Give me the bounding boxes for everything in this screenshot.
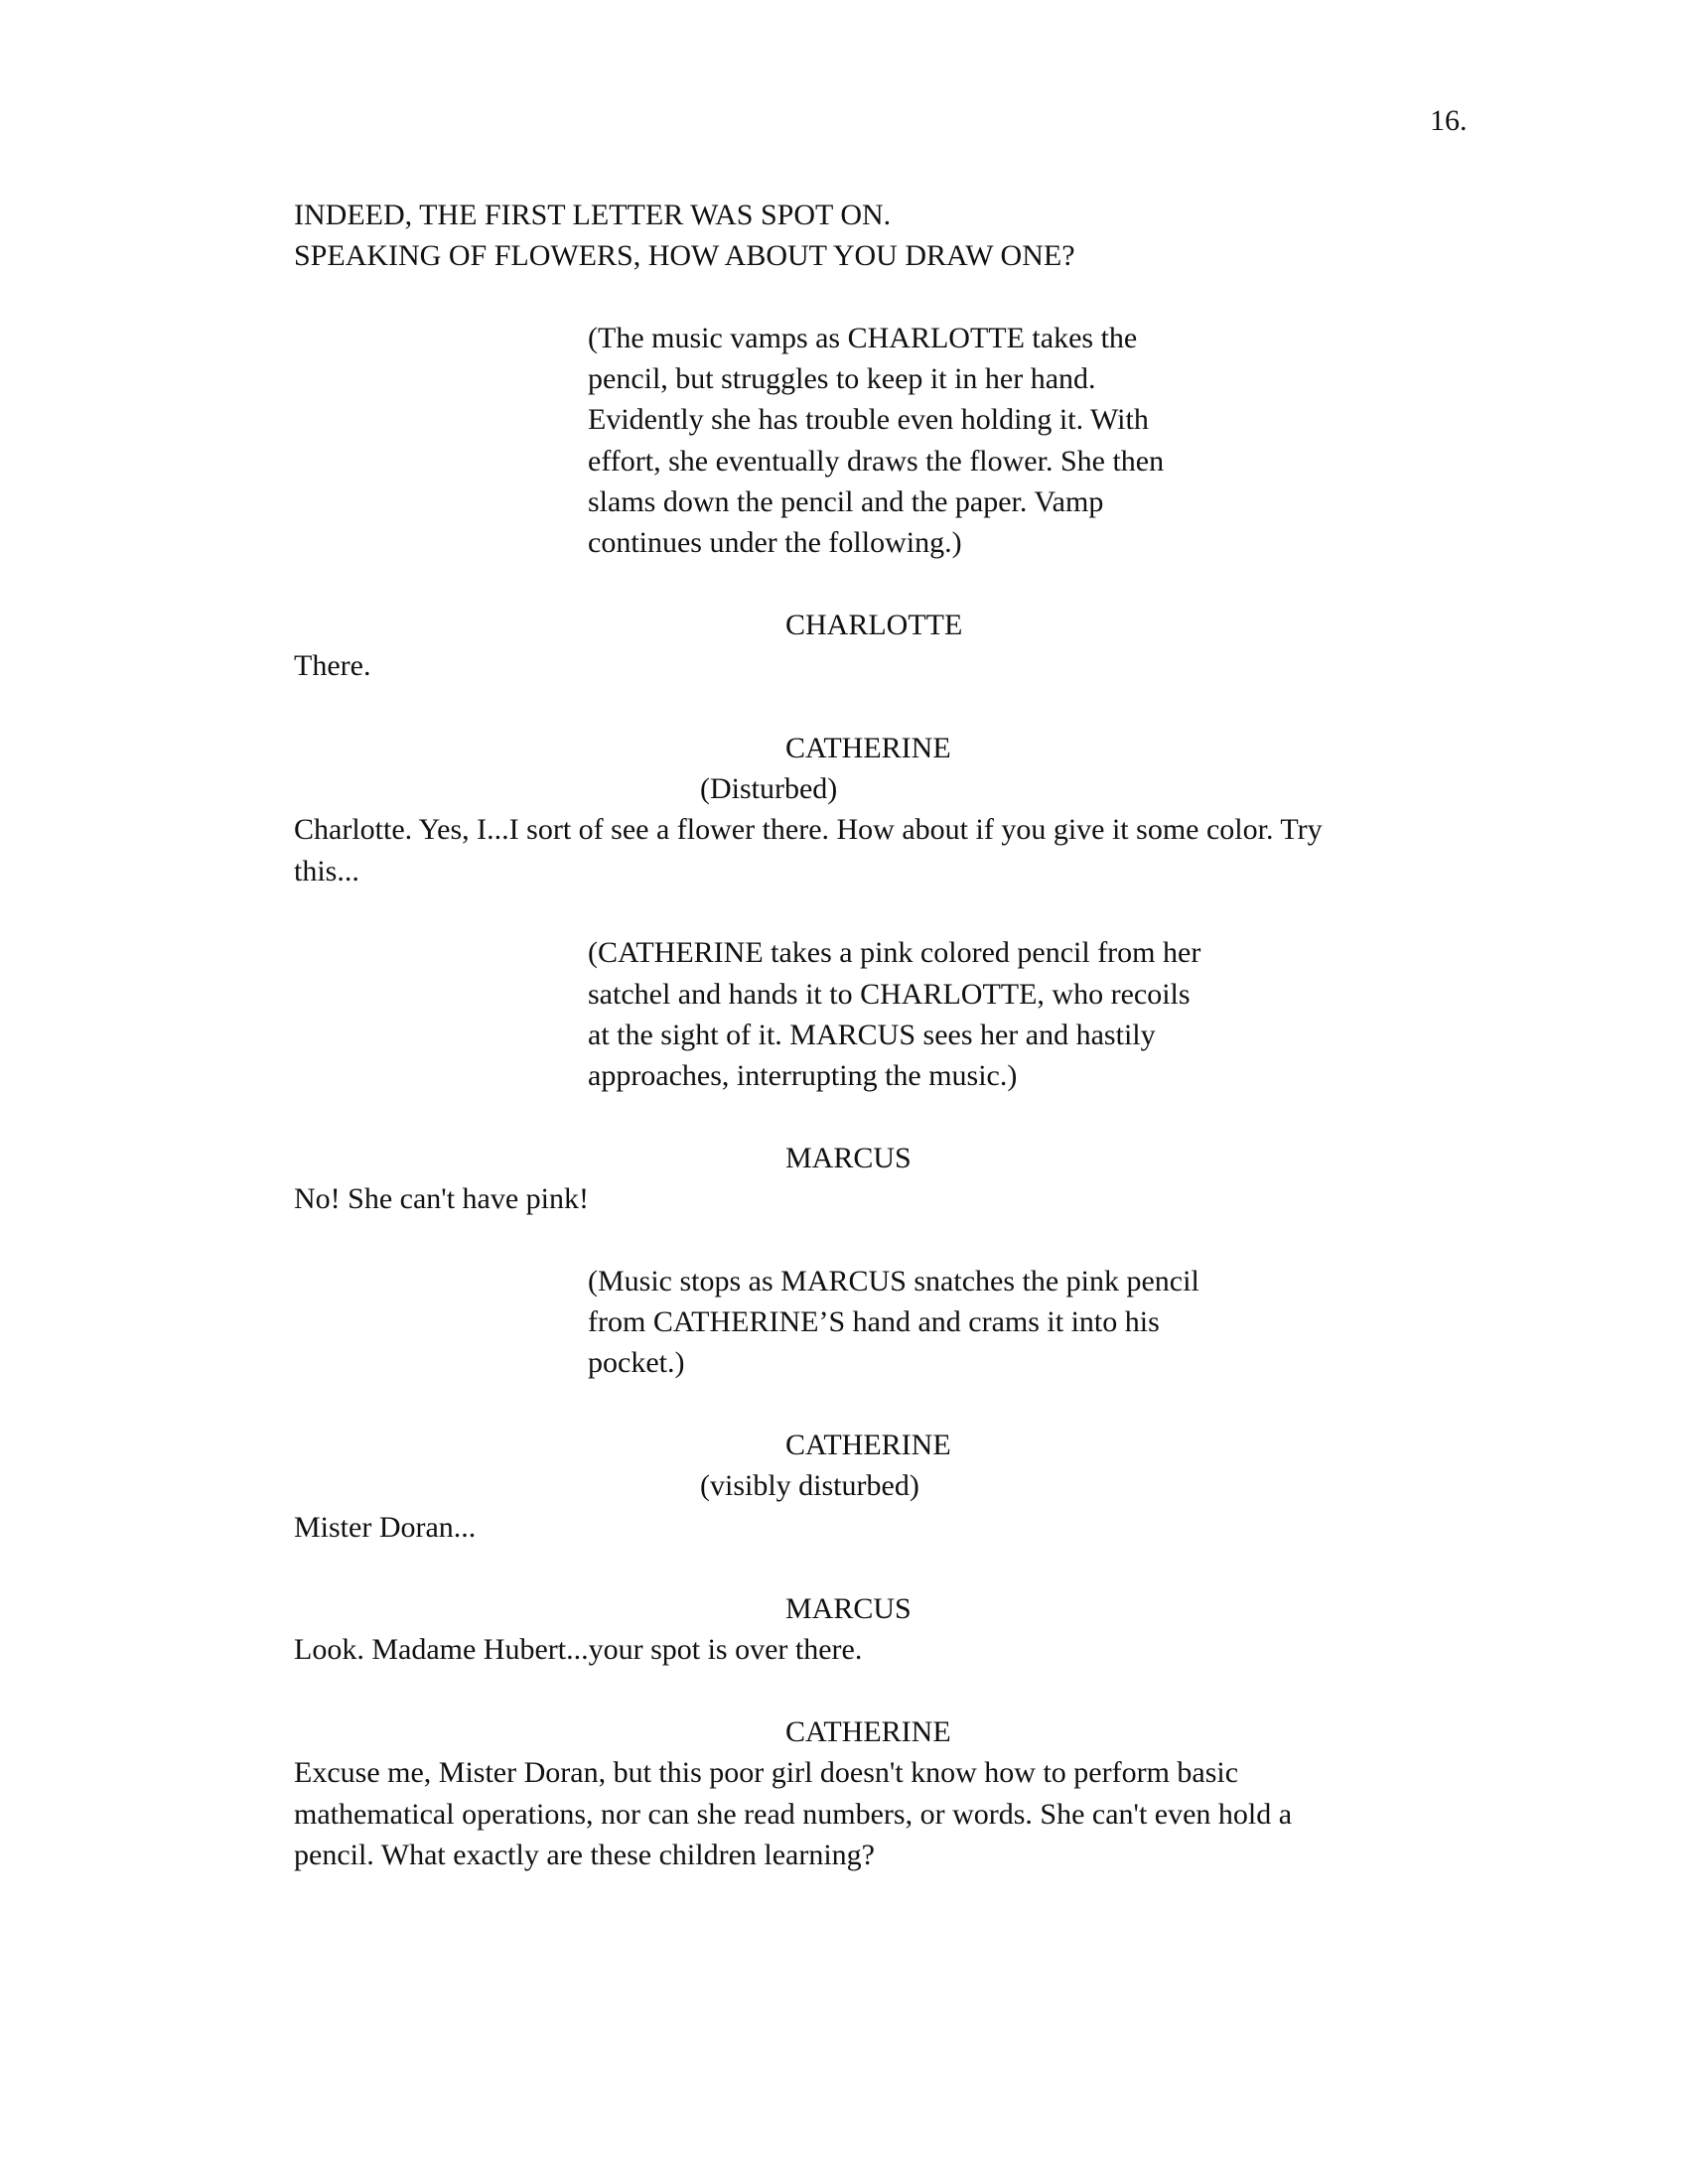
stage-direction [588, 932, 1283, 1096]
dialogue-line: No! She can't have pink! [294, 1182, 589, 1216]
dialogue-cue [294, 728, 1466, 891]
page-number: 16. [1430, 104, 1468, 137]
dialogue-cue [294, 1425, 1466, 1548]
dialogue-cue [294, 605, 1466, 687]
script-body [294, 195, 1466, 1875]
dialogue-cue [294, 1711, 1466, 1875]
character-name: CATHERINE [785, 1428, 951, 1461]
stage-direction-line: pocket.) [588, 1346, 685, 1380]
lyric-block [294, 195, 1466, 277]
stage-direction-line: pencil, but struggles to keep it in her hand. [588, 362, 1096, 396]
character-name: CHARLOTTE [785, 608, 963, 641]
dialogue-cue [294, 1138, 1466, 1220]
stage-direction-line: (The music vamps as CHARLOTTE takes the [588, 321, 1138, 354]
stage-direction-line: approaches, interrupting the music.) [588, 1059, 1018, 1093]
lyric-line: INDEED, THE FIRST LETTER WAS SPOT ON. [294, 199, 892, 231]
dialogue-cue [294, 1588, 1466, 1671]
dialogue-line: Mister Doran... [294, 1510, 477, 1544]
stage-direction-line: satchel and hands it to CHARLOTTE, who recoils [588, 977, 1191, 1011]
parenthetical: (visibly disturbed) [700, 1469, 919, 1503]
dialogue-line: this... [294, 854, 359, 887]
dialogue-line: Look. Madame Hubert...your spot is over there. [294, 1633, 863, 1667]
stage-direction-line: at the sight of it. MARCUS sees her and hastily [588, 1018, 1156, 1051]
dialogue-line: pencil. What exactly are these children learning? [294, 1838, 875, 1871]
stage-direction-line: from CATHERINE’S hand and crams it into his [588, 1305, 1160, 1339]
dialogue-line: Charlotte. Yes, I...I sort of see a flower there. How about if you give it some color. Try [294, 813, 1323, 847]
stage-direction [588, 318, 1283, 564]
stage-direction-line: Evidently she has trouble even holding it. With [588, 403, 1149, 437]
stage-direction-line: continues under the following.) [588, 526, 962, 560]
parenthetical: (Disturbed) [700, 772, 838, 806]
lyric-line: SPEAKING OF FLOWERS, HOW ABOUT YOU DRAW ONE? [294, 239, 1075, 273]
dialogue-line: Excuse me, Mister Doran, but this poor girl doesn't know how to perform basic [294, 1756, 1239, 1790]
stage-direction-line: slams down the pencil and the paper. Vamp [588, 485, 1104, 519]
character-name: MARCUS [785, 1141, 912, 1174]
dialogue-line: There. [294, 649, 371, 683]
dialogue-line: mathematical operations, nor can she read numbers, or words. She can't even hold a [294, 1797, 1293, 1831]
stage-direction-line: (CATHERINE takes a pink colored pencil from her [588, 936, 1201, 970]
stage-direction-line: effort, she eventually draws the flower. She then [588, 444, 1165, 478]
character-name: CATHERINE [785, 731, 951, 764]
stage-direction-line: (Music stops as MARCUS snatches the pink pencil [588, 1264, 1199, 1297]
character-name: CATHERINE [785, 1714, 951, 1748]
stage-direction [588, 1261, 1283, 1384]
character-name: MARCUS [785, 1592, 912, 1626]
